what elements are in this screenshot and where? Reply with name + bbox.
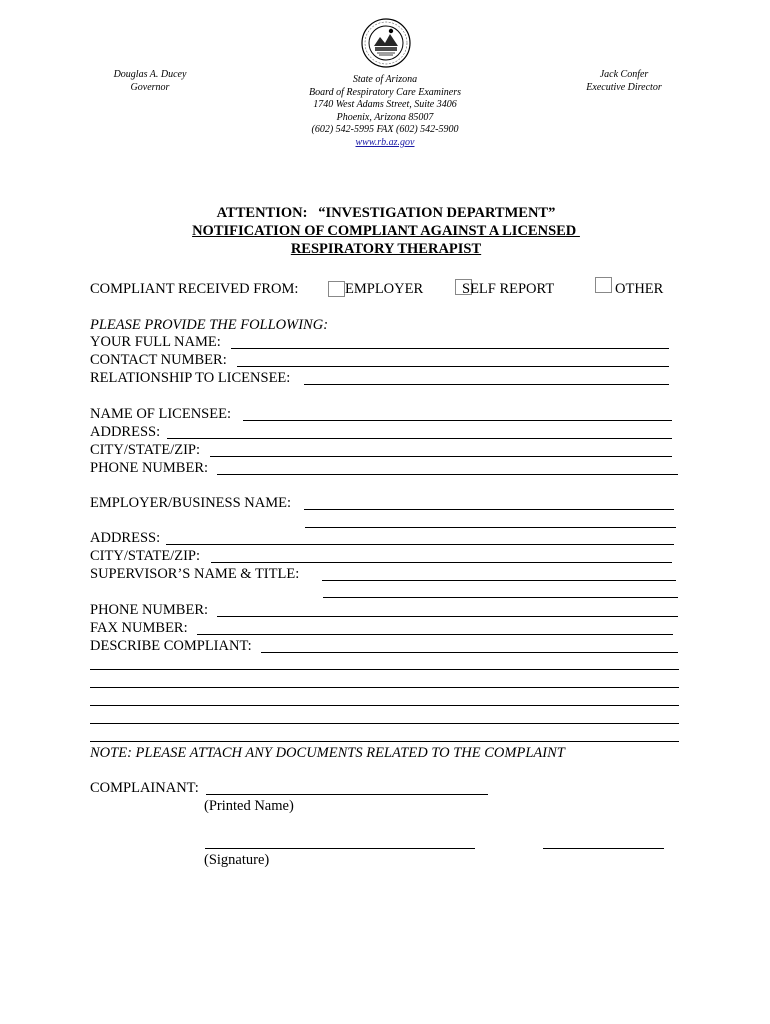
director-title: Executive Director [586, 81, 662, 93]
title-line-2: NOTIFICATION OF COMPLIANT AGAINST A LICENSED [192, 223, 580, 239]
printed-name-field[interactable] [206, 794, 488, 795]
licensee-phone-field[interactable] [217, 474, 678, 475]
licensee-name-label: NAME OF LICENSEE: [90, 406, 231, 422]
licensee-phone-label: PHONE NUMBER: [90, 460, 209, 476]
employer-name-label: EMPLOYER/BUSINESS NAME: [90, 495, 292, 511]
signature-caption: (Signature) [204, 852, 270, 868]
employer-phone-field[interactable] [217, 616, 678, 617]
state-name: State of Arizona [352, 74, 418, 85]
printed-name-caption: (Printed Name) [204, 798, 294, 814]
licensee-city-label: CITY/STATE/ZIP: [90, 442, 201, 458]
employer-phone-label: PHONE NUMBER: [90, 602, 209, 618]
licensee-city-field[interactable] [210, 456, 672, 457]
full-name-field[interactable] [231, 348, 669, 349]
fax-field[interactable] [197, 634, 673, 635]
describe-line-4[interactable] [90, 705, 679, 706]
director-block [570, 69, 678, 94]
state-seal-icon [361, 18, 411, 68]
attach-note: NOTE: PLEASE ATTACH ANY DOCUMENTS RELATED TO THE COMPLAINT [90, 745, 565, 761]
governor-title: Governor [130, 81, 170, 93]
describe-field[interactable] [261, 652, 678, 653]
employer-address-label: ADDRESS: [90, 530, 161, 546]
describe-line-3[interactable] [90, 687, 679, 688]
employer-city-label: CITY/STATE/ZIP: [90, 548, 201, 564]
describe-line-5[interactable] [90, 723, 679, 724]
employer-city-field[interactable] [211, 562, 672, 563]
title-line-1: ATTENTION: “INVESTIGATION DEPARTMENT” [216, 205, 556, 221]
other-checkbox[interactable] [595, 277, 612, 293]
director-name: Jack Confer [599, 69, 649, 80]
licensee-address-label: ADDRESS: [90, 424, 161, 440]
relationship-field[interactable] [304, 384, 669, 385]
fax-label: FAX NUMBER: [90, 620, 188, 636]
self-report-option-label: SELF REPORT [462, 281, 555, 297]
contact-number-label: CONTACT NUMBER: [90, 352, 227, 368]
licensee-address-field[interactable] [167, 438, 672, 439]
employer-name-field-2[interactable] [305, 527, 676, 528]
signature-field[interactable] [205, 848, 475, 849]
board-address-block [290, 74, 480, 149]
board-street: 1740 West Adams Street, Suite 3406 [313, 99, 457, 110]
employer-option-label: EMPLOYER [345, 281, 424, 297]
board-website-link[interactable]: www.rb.az.gov [355, 136, 415, 148]
employer-checkbox[interactable] [328, 281, 345, 297]
board-city: Phoenix, Arizona 85007 [336, 111, 434, 123]
supervisor-field[interactable] [322, 580, 676, 581]
governor-block [95, 69, 205, 94]
date-field[interactable] [543, 848, 664, 849]
board-name: Board of Respiratory Care Examiners [308, 86, 462, 98]
other-option-label: OTHER [615, 281, 664, 297]
supervisor-label: SUPERVISOR’S NAME & TITLE: [90, 566, 300, 582]
describe-line-6[interactable] [90, 741, 679, 742]
title-line-3: RESPIRATORY THERAPIST [290, 241, 482, 257]
relationship-label: RELATIONSHIP TO LICENSEE: [90, 370, 291, 386]
licensee-name-field[interactable] [243, 420, 672, 421]
employer-name-field[interactable] [304, 509, 674, 510]
board-phones: (602) 542-5995 FAX (602) 542-5900 [311, 124, 459, 135]
instructions-text: PLEASE PROVIDE THE FOLLOWING: [90, 317, 329, 333]
describe-label: DESCRIBE COMPLIANT: [90, 638, 252, 654]
full-name-label: YOUR FULL NAME: [90, 334, 221, 350]
governor-name: Douglas A. Ducey [113, 69, 187, 80]
complainant-label: COMPLAINANT: [90, 780, 199, 796]
supervisor-field-2[interactable] [323, 597, 678, 598]
employer-address-field[interactable] [166, 544, 674, 545]
form-title [90, 204, 682, 258]
received-from-label: COMPLIANT RECEIVED FROM: [90, 281, 299, 297]
contact-number-field[interactable] [237, 366, 669, 367]
describe-line-2[interactable] [90, 669, 679, 670]
